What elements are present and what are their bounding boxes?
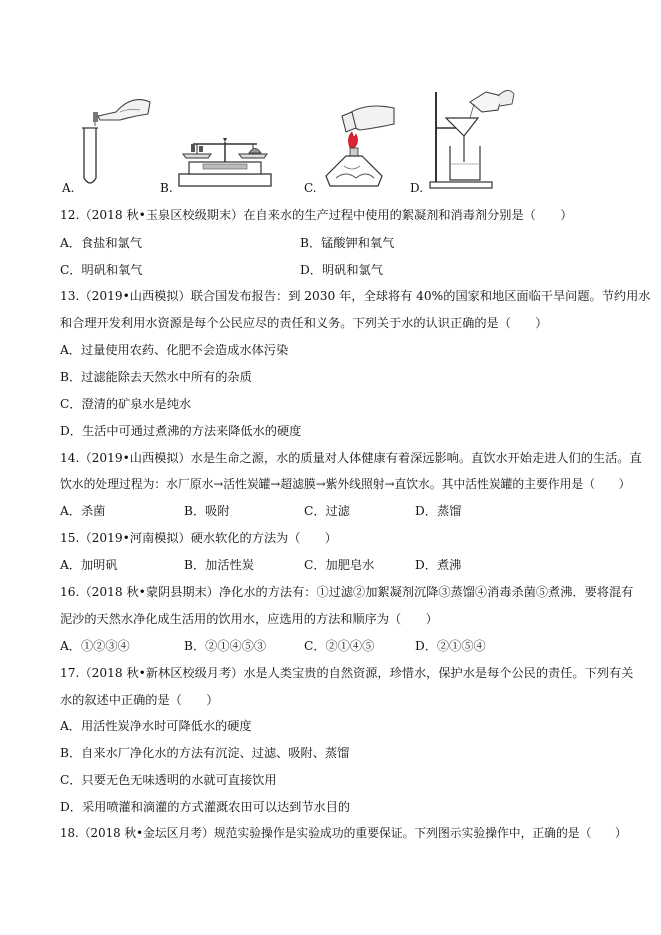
q17-option-b: B．自来水厂净化水的方法有沉淀、过滤、吸附、蒸馏	[60, 746, 350, 760]
q14-option-d: D．蒸馏	[415, 504, 462, 518]
q17-stem-line-2: 水的叙述中正确的是（ ）	[60, 693, 219, 707]
q15-option-b: B．加活性炭	[184, 558, 254, 572]
q17-stem-line-1: 17.（2018 秋•新林区校级月考）水是人类宝贵的自然资源，珍惜水，保护水是每个公民的责任。下列有关	[60, 666, 634, 680]
filtration-apparatus-icon	[426, 84, 516, 190]
figure-c-label: C.	[304, 181, 317, 195]
q16-option-c: C．②①④⑤	[304, 639, 375, 653]
figure-a-label: A.	[62, 181, 75, 195]
figure-b-balance	[175, 120, 275, 190]
q15-option-a: A．加明矾	[60, 558, 118, 572]
q16-stem-line-2: 泥沙的天然水净化成生活用的饮用水，应选用的方法和顺序为（ ）	[60, 612, 438, 626]
q15-option-d: D．煮沸	[415, 558, 462, 572]
q12-option-d: D．明矾和氯气	[300, 263, 383, 277]
figure-b-label: B.	[160, 181, 173, 195]
figure-c-alcohol-lamp	[316, 100, 396, 195]
test-tube-dropper-icon	[74, 90, 154, 190]
q13-option-d: D．生活中可通过煮沸的方法来降低水的硬度	[60, 424, 302, 438]
q13-option-a: A．过量使用农药、化肥不会造成水体污染	[60, 343, 289, 357]
q12-option-c: C．明矾和氧气	[60, 263, 143, 277]
q17-option-a: A．用活性炭净水时可降低水的硬度	[60, 719, 252, 733]
q16-option-a: A．①②③④	[60, 639, 130, 653]
alcohol-lamp-icon	[316, 100, 396, 195]
q14-option-b: B．吸附	[184, 504, 230, 518]
q14-option-c: C．过滤	[304, 504, 350, 518]
figure-d-label: D.	[410, 181, 424, 195]
q15-option-c: C．加肥皂水	[304, 558, 375, 572]
q17-option-d: D．采用喷灌和滴灌的方式灌溉农田可以达到节水目的	[60, 800, 351, 814]
q14-option-a: A．杀菌	[60, 504, 106, 518]
q14-stem-line-2: 饮水的处理过程为：水厂原水→活性炭罐→超滤膜→紫外线照射→直饮水。其中活性炭罐的主要作用是（ ）	[60, 477, 631, 491]
q12-option-b: B．锰酸钾和氧气	[300, 236, 395, 250]
q13-stem-line-1: 13.（2019•山西模拟）联合国发布报告：到 2030 年，全球将有 40%的国家和地区面临干旱问题。节约用水	[60, 289, 651, 303]
figure-a-test-tube-dropper	[74, 90, 154, 190]
q13-option-b: B．过滤能除去天然水中所有的杂质	[60, 370, 252, 384]
q16-stem-line-1: 16.（2018 秋•蒙阴县期末）净化水的方法有：①过滤②加絮凝剂沉降③蒸馏④消毒杀菌⑤煮沸．要将混有	[60, 585, 634, 599]
q15-stem: 15.（2019•河南模拟）硬水软化的方法为（ ）	[60, 531, 337, 545]
q18-stem: 18.（2018 秋•金坛区月考）规范实验操作是实验成功的重要保证。下列图示实验操作中，正确的是（ ）	[60, 826, 627, 840]
q16-option-b: B．②①④⑤③	[184, 639, 267, 653]
q13-stem-line-2: 和合理开发利用水资源是每个公民应尽的责任和义务。下列关于水的认识正确的是（ ）	[60, 316, 548, 330]
q12-stem: 12.（2018 秋•玉泉区校级期末）在自来水的生产过程中使用的絮凝剂和消毒剂分别是（ ）	[60, 208, 573, 222]
q17-option-c: C．只要无色无味透明的水就可直接饮用	[60, 773, 277, 787]
q13-option-c: C．澄清的矿泉水是纯水	[60, 397, 192, 411]
q12-option-a: A．食盐和氯气	[60, 236, 142, 250]
figure-d-filtration	[426, 84, 516, 190]
balance-scale-icon	[175, 120, 275, 190]
q16-option-d: D．②①⑤④	[415, 639, 486, 653]
q14-stem-line-1: 14.（2019•山西模拟）水是生命之源，水的质量对人体健康有着深远影响。直饮水开始走进人们的生活。直	[60, 451, 642, 465]
